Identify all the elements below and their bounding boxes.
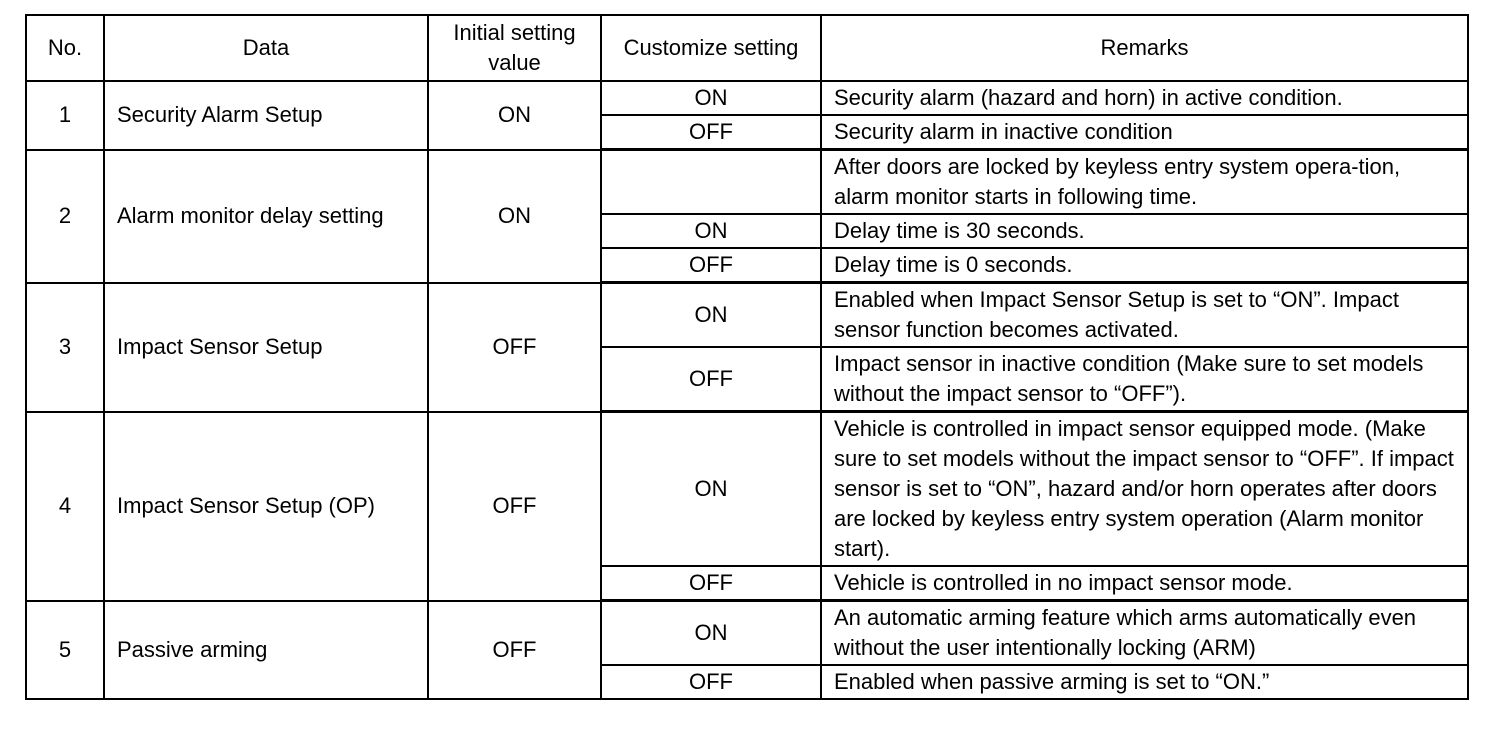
row-data: Impact Sensor Setup (OP) xyxy=(104,412,428,601)
row-initial-value: ON xyxy=(428,150,601,283)
row-customize-setting: OFF xyxy=(601,115,821,150)
row-remarks: Enabled when Impact Sensor Setup is set to “ON”. Impact sensor function becomes activated. xyxy=(821,283,1468,348)
table-body xyxy=(26,81,1468,699)
table-header xyxy=(26,15,1468,81)
row-customize-setting xyxy=(601,150,821,215)
header-no: No. xyxy=(26,15,104,81)
row-remarks: An automatic arming feature which arms automatically even without the user intentionally locking (ARM) xyxy=(821,601,1468,666)
row-remarks: Vehicle is controlled in no impact sensor mode. xyxy=(821,566,1468,601)
row-customize-setting: ON xyxy=(601,81,821,115)
row-initial-value: ON xyxy=(428,81,601,150)
row-customize-setting: ON xyxy=(601,412,821,567)
row-initial-value: OFF xyxy=(428,283,601,412)
row-remarks: Security alarm in inactive condition xyxy=(821,115,1468,150)
row-remarks: After doors are locked by keyless entry system opera-tion, alarm monitor starts in following time. xyxy=(821,150,1468,215)
row-data: Security Alarm Setup xyxy=(104,81,428,150)
table-row xyxy=(26,150,1468,215)
row-no: 4 xyxy=(26,412,104,601)
row-initial-value: OFF xyxy=(428,412,601,601)
row-no: 3 xyxy=(26,283,104,412)
row-customize-setting: OFF xyxy=(601,665,821,699)
header-row xyxy=(26,15,1468,81)
table-row xyxy=(26,412,1468,567)
row-customize-setting: OFF xyxy=(601,248,821,283)
row-customize-setting: ON xyxy=(601,283,821,348)
row-initial-value: OFF xyxy=(428,601,601,700)
row-no: 1 xyxy=(26,81,104,150)
row-customize-setting: OFF xyxy=(601,347,821,412)
row-remarks: Vehicle is controlled in impact sensor equipped mode. (Make sure to set models without the impact sensor to “OFF”. If impact sensor is set to “ON”, hazard and/or horn operates after doors are locked by keyless entry system operation (Alarm monitor start). xyxy=(821,412,1468,567)
header-initial-setting-value: Initial setting value xyxy=(428,15,601,81)
row-customize-setting: ON xyxy=(601,601,821,666)
row-remarks: Impact sensor in inactive condition (Make sure to set models without the impact sensor to “OFF”). xyxy=(821,347,1468,412)
header-customize-setting: Customize setting xyxy=(601,15,821,81)
row-remarks: Delay time is 0 seconds. xyxy=(821,248,1468,283)
row-remarks: Enabled when passive arming is set to “ON.” xyxy=(821,665,1468,699)
header-data: Data xyxy=(104,15,428,81)
row-data: Impact Sensor Setup xyxy=(104,283,428,412)
row-data: Passive arming xyxy=(104,601,428,700)
row-customize-setting: OFF xyxy=(601,566,821,601)
table-row xyxy=(26,283,1468,348)
table-row xyxy=(26,601,1468,666)
row-customize-setting: ON xyxy=(601,214,821,248)
row-no: 2 xyxy=(26,150,104,283)
settings-table xyxy=(25,14,1469,700)
row-remarks: Delay time is 30 seconds. xyxy=(821,214,1468,248)
row-no: 5 xyxy=(26,601,104,700)
row-remarks: Security alarm (hazard and horn) in active condition. xyxy=(821,81,1468,115)
row-data: Alarm monitor delay setting xyxy=(104,150,428,283)
header-remarks: Remarks xyxy=(821,15,1468,81)
table-row xyxy=(26,81,1468,115)
